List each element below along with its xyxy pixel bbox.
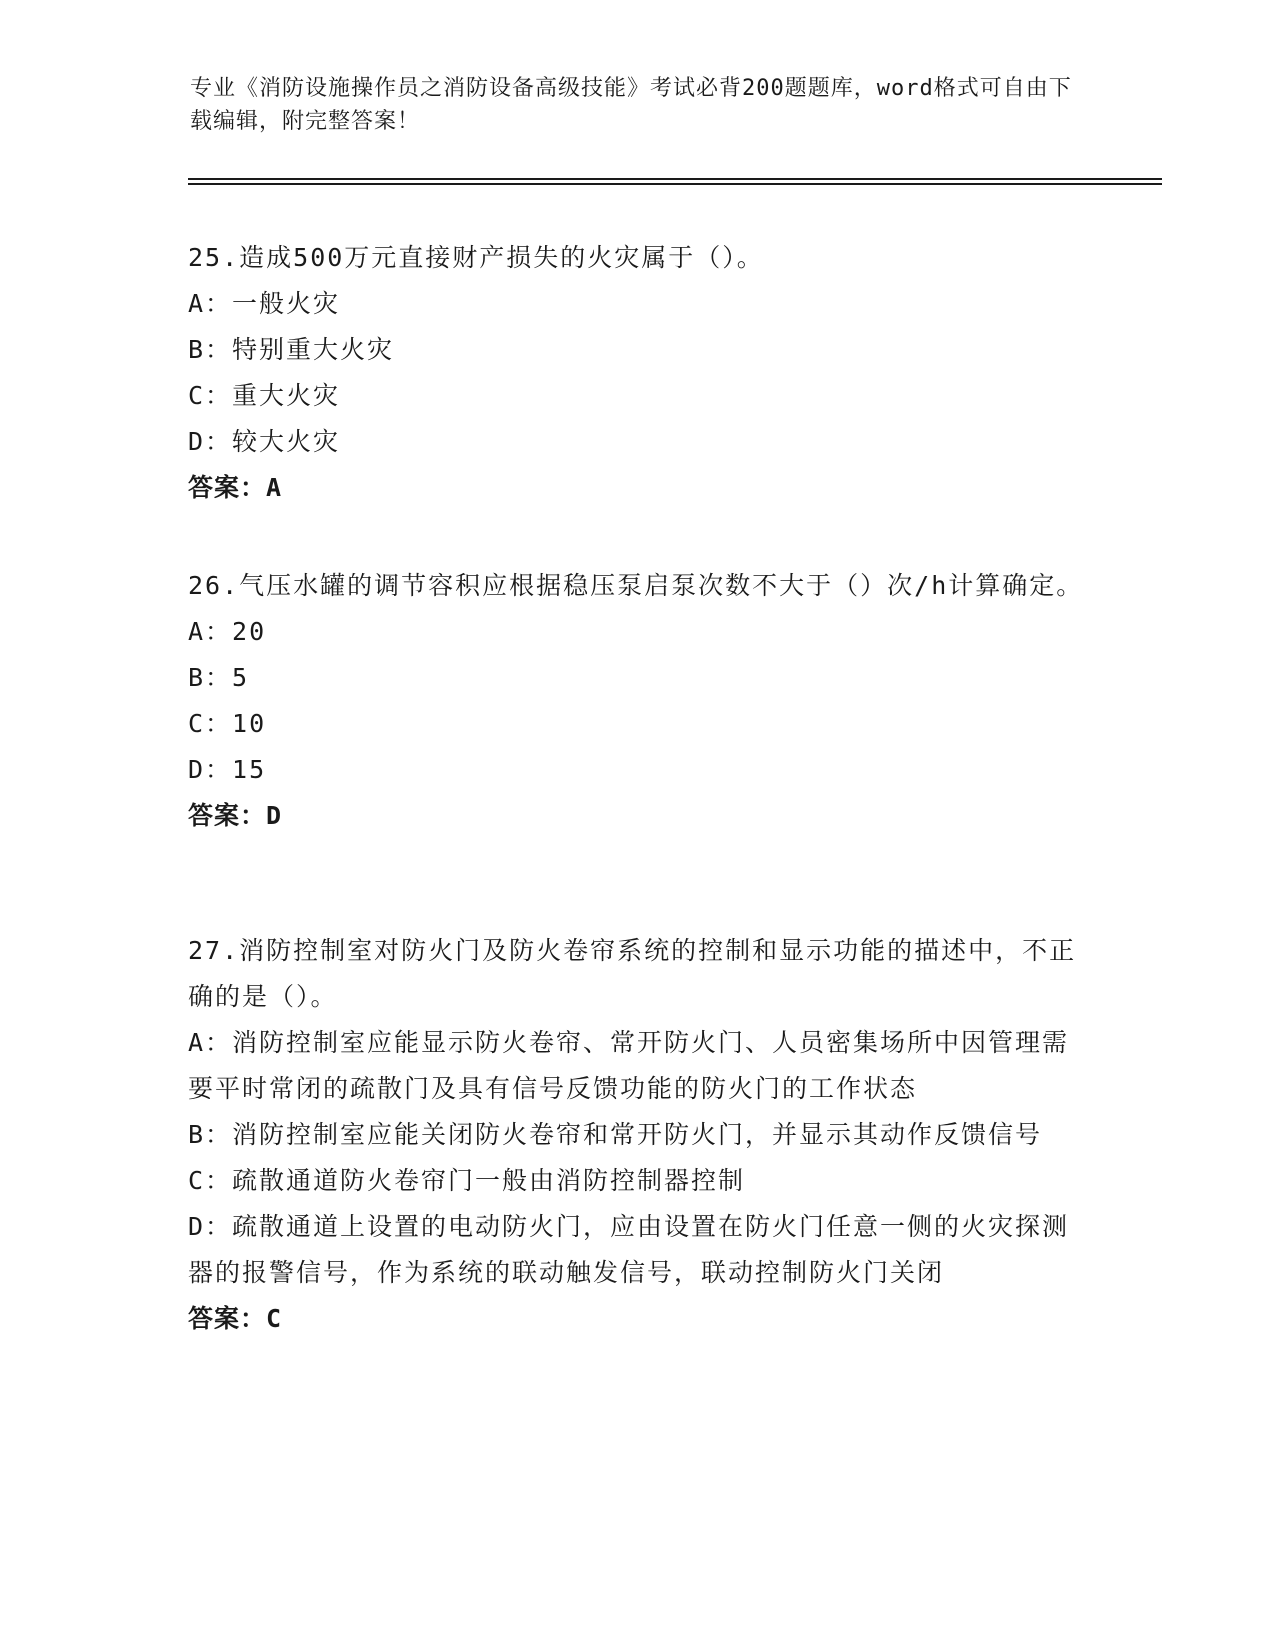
question-stem: 26.气压水罐的调节容积应根据稳压泵启泵次数不大于（）次/h计算确定。 bbox=[188, 571, 1084, 600]
question-stem: 25.造成500万元直接财产损失的火灾属于（）。 bbox=[188, 243, 764, 272]
option-d: D：15 bbox=[188, 755, 267, 784]
question-stem: 27.消防控制室对防火门及防火卷帘系统的控制和显示功能的描述中，不正确的是（）。 bbox=[188, 936, 1077, 1011]
option-a: A：消防控制室应能显示防火卷帘、常开防火门、人员密集场所中因管理需要平时常闭的疏散门及具有信号反馈功能的防火门的工作状态 bbox=[188, 1028, 1070, 1103]
option-b: B：5 bbox=[188, 663, 250, 692]
header-divider-bottom bbox=[188, 183, 1162, 185]
option-a: A：一般火灾 bbox=[188, 289, 341, 318]
answer: 答案：C bbox=[188, 1304, 283, 1333]
answer: 答案：D bbox=[188, 801, 283, 830]
header-divider-top bbox=[188, 178, 1162, 180]
option-b: B：消防控制室应能关闭防火卷帘和常开防火门，并显示其动作反馈信号 bbox=[188, 1120, 1043, 1149]
answer: 答案：A bbox=[188, 473, 283, 502]
option-c: C：疏散通道防火卷帘门一般由消防控制器控制 bbox=[188, 1166, 746, 1195]
option-d: D：较大火灾 bbox=[188, 427, 341, 456]
option-c: C：重大火灾 bbox=[188, 381, 341, 410]
question-27 bbox=[188, 928, 1088, 1342]
header-text: 专业《消防设施操作员之消防设备高级技能》考试必背200题题库，word格式可自由下载编辑，附完整答案！ bbox=[190, 76, 1072, 134]
question-26 bbox=[188, 563, 1088, 839]
option-b: B：特别重大火灾 bbox=[188, 335, 395, 364]
option-c: C：10 bbox=[188, 709, 267, 738]
option-a: A：20 bbox=[188, 617, 267, 646]
document-header bbox=[190, 72, 1090, 138]
question-25 bbox=[188, 235, 1088, 511]
option-d: D：疏散通道上设置的电动防火门，应由设置在防火门任意一侧的火灾探测器的报警信号，作为系统的联动触发信号，联动控制防火门关闭 bbox=[188, 1212, 1070, 1287]
